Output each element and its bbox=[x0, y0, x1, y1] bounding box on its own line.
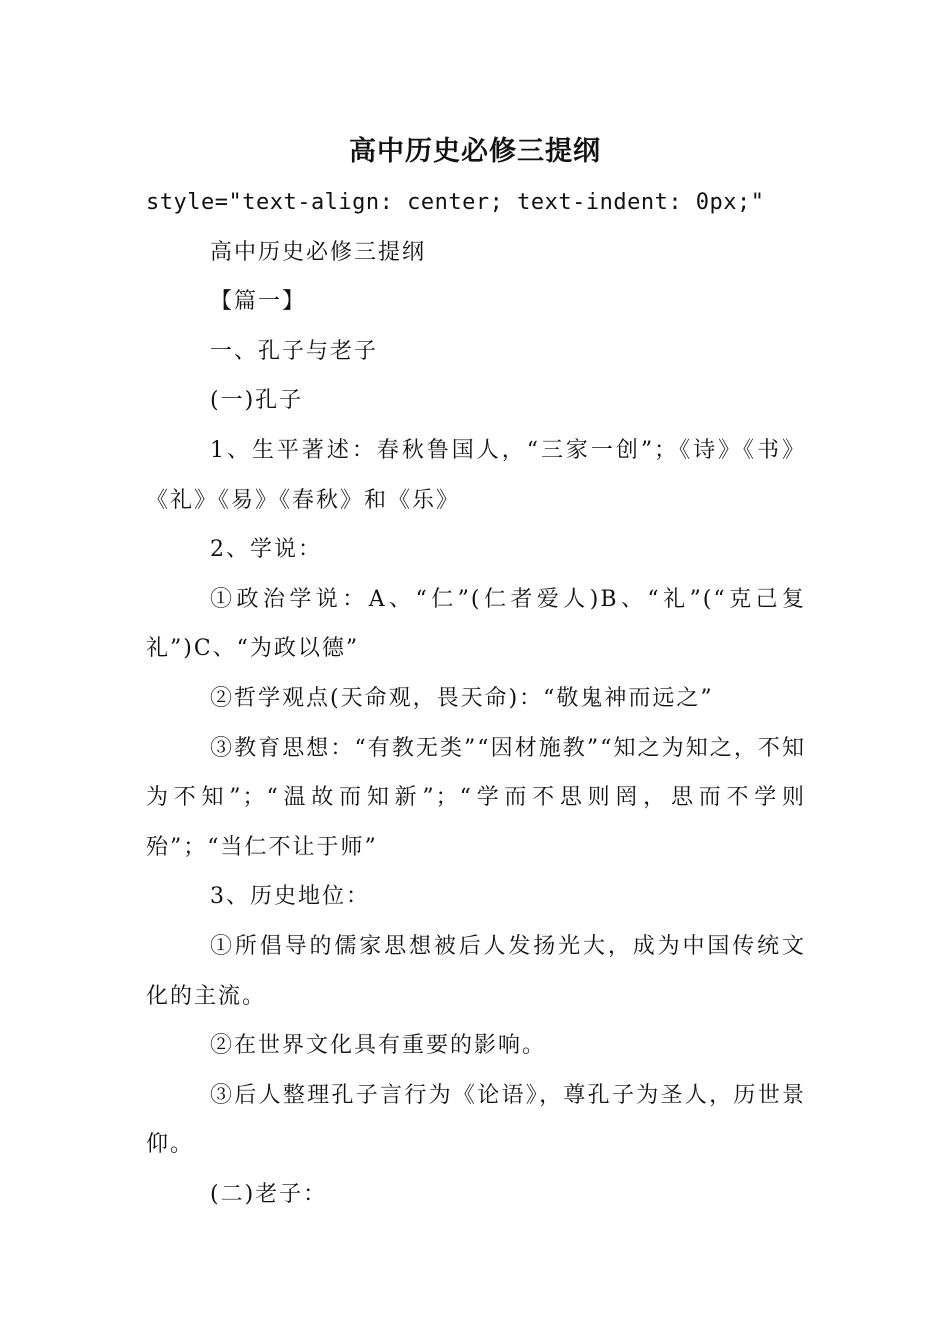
paragraph: 1、生平著述：春秋鲁国人，“三家一创”；《诗》《书》《礼》《易》《春秋》和《乐》 bbox=[146, 437, 806, 513]
chapter-heading: 一、孔子与老子 bbox=[210, 338, 379, 364]
paragraph: 3、历史地位： bbox=[210, 884, 370, 910]
paragraph: ③后人整理孔子言行为《论语》，尊孔子为圣人，历世景仰。 bbox=[146, 1082, 806, 1158]
paragraph: ①所倡导的儒家思想被后人发扬光大，成为中国传统文化的主流。 bbox=[146, 933, 806, 1009]
paragraph: 2、学说： bbox=[210, 537, 322, 563]
paragraph: ③教育思想：“有教无类”“因材施教”“知之为知之，不知为不知”；“温故而知新”；“学而不思则罔，思而不学则殆”；“当仁不让于师” bbox=[146, 735, 806, 860]
section-heading: 【篇一】 bbox=[210, 289, 307, 315]
subsection-heading: (一)孔子 bbox=[210, 388, 304, 414]
paragraph: ①政治学说：A、“仁”(仁者爱人)B、“礼”(“克己复礼”)C、“为政以德” bbox=[146, 586, 806, 662]
paragraph: ②在世界文化具有重要的影响。 bbox=[210, 1033, 547, 1059]
subsection-heading: (二)老子： bbox=[210, 1181, 328, 1207]
paragraph: ②哲学观点(天命观，畏天命)：“敬鬼神而远之” bbox=[210, 685, 714, 711]
document-title: 高中历史必修三提纲 bbox=[349, 136, 601, 167]
subtitle-line: 高中历史必修三提纲 bbox=[210, 239, 427, 265]
document-body bbox=[146, 178, 806, 1219]
style-code-line: style="text-align: center; text-indent: 0px;" bbox=[146, 190, 765, 215]
